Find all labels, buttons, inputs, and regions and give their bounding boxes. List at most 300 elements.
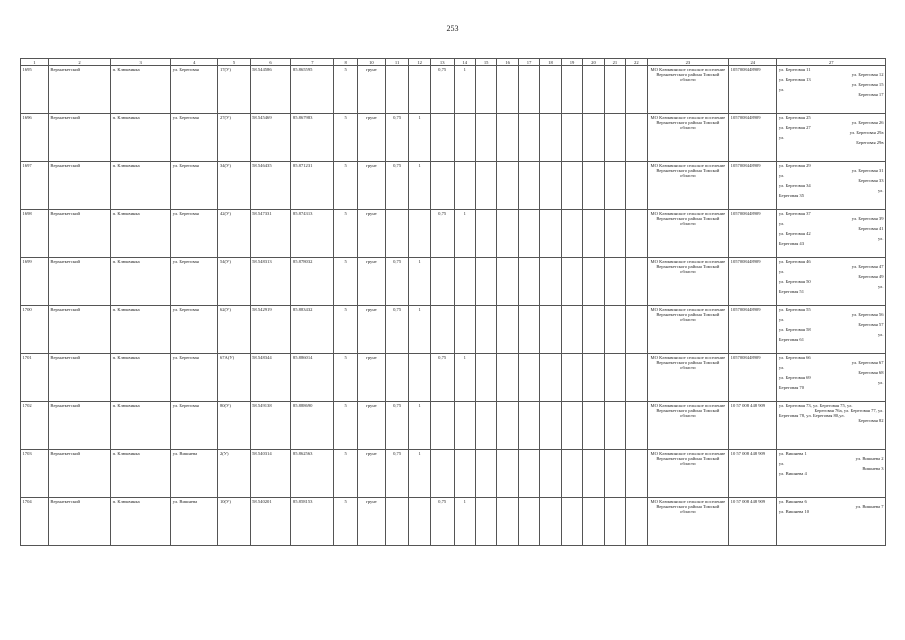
column-11-cell bbox=[385, 66, 409, 114]
address-line: ул. Береговая 67 bbox=[851, 359, 884, 365]
row-number: 1695 bbox=[21, 66, 49, 114]
address-line: Береговая 17 bbox=[858, 91, 884, 97]
ogrn-cell: 1057008448909 bbox=[729, 306, 777, 354]
served-addresses-cell bbox=[777, 354, 886, 402]
street-cell: ул. Береговая bbox=[171, 306, 218, 354]
empty-cell bbox=[626, 66, 647, 114]
column-header: 13 bbox=[430, 59, 454, 66]
ogrn-cell: 1057008448909 bbox=[729, 66, 777, 114]
row-number: 1698 bbox=[21, 210, 49, 258]
column-12-cell: 1 bbox=[409, 306, 430, 354]
settlement-cell: п. Клюквинка bbox=[111, 162, 171, 210]
column-14-cell bbox=[454, 258, 475, 306]
column-8-cell: 5 bbox=[334, 306, 358, 354]
settlement-cell: п. Клюквинка bbox=[111, 66, 171, 114]
empty-cell bbox=[561, 354, 582, 402]
empty-cell bbox=[518, 450, 539, 498]
empty-cell bbox=[561, 306, 582, 354]
address-line: ул. bbox=[778, 86, 785, 92]
empty-cell bbox=[540, 66, 561, 114]
owner-org-cell: МО Клюквинское сельское поселение Верхнекетского района Томской области bbox=[647, 114, 729, 162]
address-line: ул. bbox=[778, 220, 785, 226]
column-12-cell: 1 bbox=[409, 114, 430, 162]
empty-cell bbox=[561, 258, 582, 306]
row-number: 1703 bbox=[21, 450, 49, 498]
column-13-cell: 0,75 bbox=[430, 354, 454, 402]
empty-cell bbox=[540, 498, 561, 546]
empty-cell bbox=[497, 258, 518, 306]
empty-cell bbox=[475, 114, 496, 162]
column-12-cell bbox=[409, 354, 430, 402]
table-row bbox=[21, 258, 886, 306]
address-line: ул. Береговая 42 bbox=[778, 230, 811, 236]
address-line: ул. bbox=[877, 283, 884, 289]
latitude-cell: 58.544586 bbox=[250, 66, 291, 114]
column-14-cell: 1 bbox=[454, 66, 475, 114]
owner-org-cell: МО Клюквинское сельское поселение Верхнекетского района Томской области bbox=[647, 306, 729, 354]
empty-cell bbox=[561, 402, 582, 450]
empty-cell bbox=[497, 210, 518, 258]
address-line: ул. Береговая 39 bbox=[851, 215, 884, 221]
settlement-cell: п. Клюквинка bbox=[111, 114, 171, 162]
empty-cell bbox=[475, 306, 496, 354]
empty-cell bbox=[475, 498, 496, 546]
column-12-cell: 1 bbox=[409, 450, 430, 498]
address-line: ул. Береговая 56 bbox=[851, 311, 884, 317]
column-header: 17 bbox=[518, 59, 539, 66]
column-12-cell: 1 bbox=[409, 402, 430, 450]
column-header: 23 bbox=[647, 59, 729, 66]
column-11-cell: 0,75 bbox=[385, 450, 409, 498]
empty-cell bbox=[518, 402, 539, 450]
empty-cell bbox=[583, 66, 604, 114]
latitude-cell: 58.545469 bbox=[250, 114, 291, 162]
empty-cell bbox=[626, 306, 647, 354]
address-line: ул. Береговая 29а bbox=[849, 129, 884, 135]
empty-cell bbox=[518, 114, 539, 162]
empty-cell bbox=[583, 114, 604, 162]
address-line: ул. bbox=[778, 364, 785, 370]
empty-cell bbox=[583, 306, 604, 354]
empty-cell bbox=[626, 210, 647, 258]
column-14-cell bbox=[454, 450, 475, 498]
surface-cell: грунт bbox=[357, 210, 385, 258]
column-header: 3 bbox=[111, 59, 171, 66]
table-row bbox=[21, 354, 886, 402]
column-13-cell bbox=[430, 402, 454, 450]
column-header: 19 bbox=[561, 59, 582, 66]
address-line: ул. Вишнева 2 bbox=[855, 455, 884, 461]
column-13-cell bbox=[430, 306, 454, 354]
empty-cell bbox=[475, 210, 496, 258]
empty-cell bbox=[561, 450, 582, 498]
empty-cell bbox=[540, 306, 561, 354]
column-12-cell: 1 bbox=[409, 162, 430, 210]
table-row bbox=[21, 306, 886, 354]
street-cell: ул. Береговая bbox=[171, 402, 218, 450]
empty-cell bbox=[561, 162, 582, 210]
owner-org-cell: МО Клюквинское сельское поселение Верхнекетского района Томской области bbox=[647, 162, 729, 210]
empty-cell bbox=[540, 162, 561, 210]
address-line: ул. Вишнева 4 bbox=[778, 470, 807, 476]
address-line: ул. Береговая 69 bbox=[778, 374, 811, 380]
district-cell: Верхнекетский bbox=[48, 66, 110, 114]
ogrn-cell: 1057008448909 bbox=[729, 162, 777, 210]
owner-org-cell: МО Клюквинское сельское поселение Верхнекетского района Томской области bbox=[647, 498, 729, 546]
street-cell: ул. Береговая bbox=[171, 66, 218, 114]
owner-org-cell: МО Клюквинское сельское поселение Верхнекетского района Томской области bbox=[647, 66, 729, 114]
empty-cell bbox=[518, 498, 539, 546]
address-line: ул. Вишнева 6 bbox=[778, 498, 807, 504]
longitude-cell: 85.862563 bbox=[291, 450, 334, 498]
settlement-cell: п. Клюквинка bbox=[111, 450, 171, 498]
district-cell: Верхнекетский bbox=[48, 306, 110, 354]
empty-cell bbox=[497, 66, 518, 114]
empty-cell bbox=[604, 66, 625, 114]
empty-cell bbox=[540, 450, 561, 498]
address-line: Береговая 76а, ул. Береговая 77, ул. bbox=[814, 407, 884, 413]
street-cell: ул. Вишнева bbox=[171, 450, 218, 498]
ogrn-cell: 10 57 008 448 909 bbox=[729, 450, 777, 498]
column-14-cell: 1 bbox=[454, 498, 475, 546]
column-header: 10 bbox=[357, 59, 385, 66]
table-row bbox=[21, 210, 886, 258]
surface-cell: грунт bbox=[357, 114, 385, 162]
address-line: ул. Береговая 66 bbox=[778, 354, 811, 360]
address-line: ул. bbox=[778, 460, 785, 466]
empty-cell bbox=[604, 450, 625, 498]
house-number-cell: 80(У) bbox=[218, 402, 250, 450]
column-header: 16 bbox=[497, 59, 518, 66]
settlement-cell: п. Клюквинка bbox=[111, 306, 171, 354]
empty-cell bbox=[497, 498, 518, 546]
column-header: 4 bbox=[171, 59, 218, 66]
table-body bbox=[21, 59, 886, 546]
empty-cell bbox=[583, 354, 604, 402]
column-13-cell bbox=[430, 162, 454, 210]
empty-cell bbox=[475, 258, 496, 306]
column-8-cell: 5 bbox=[334, 66, 358, 114]
column-11-cell: 0,75 bbox=[385, 162, 409, 210]
surface-cell: грунт bbox=[357, 162, 385, 210]
row-number: 1702 bbox=[21, 402, 49, 450]
house-number-cell: 42(У) bbox=[218, 210, 250, 258]
empty-cell bbox=[561, 66, 582, 114]
latitude-cell: 58.548344 bbox=[250, 354, 291, 402]
address-line: ул. Береговая 47 bbox=[851, 263, 884, 269]
address-line: ул. bbox=[778, 134, 785, 140]
empty-cell bbox=[604, 402, 625, 450]
ogrn-cell: 1057008448909 bbox=[729, 114, 777, 162]
empty-cell bbox=[583, 402, 604, 450]
address-line: ул. Береговая 25 bbox=[778, 114, 811, 120]
column-11-cell: 0,75 bbox=[385, 306, 409, 354]
longitude-cell: 85.865595 bbox=[291, 66, 334, 114]
row-number: 1704 bbox=[21, 498, 49, 546]
column-12-cell bbox=[409, 66, 430, 114]
column-header: 8 bbox=[334, 59, 358, 66]
address-line: ул. Береговая 34 bbox=[778, 182, 811, 188]
latitude-cell: 58.542919 bbox=[250, 306, 291, 354]
table-row bbox=[21, 450, 886, 498]
address-line: ул. Вишнева 1 bbox=[778, 450, 807, 456]
row-number: 1701 bbox=[21, 354, 49, 402]
address-line: ул. Береговая 12 bbox=[851, 71, 884, 77]
empty-cell bbox=[604, 258, 625, 306]
district-cell: Верхнекетский bbox=[48, 498, 110, 546]
column-11-cell: 0,75 bbox=[385, 258, 409, 306]
served-addresses-cell bbox=[777, 402, 886, 450]
address-line: Береговая 61 bbox=[778, 336, 805, 342]
address-line: Береговая 41 bbox=[858, 225, 884, 231]
empty-cell bbox=[540, 258, 561, 306]
column-14-cell: 1 bbox=[454, 354, 475, 402]
ogrn-cell: 1057008448909 bbox=[729, 210, 777, 258]
column-header: 18 bbox=[540, 59, 561, 66]
served-addresses-cell bbox=[777, 498, 886, 546]
column-header: 22 bbox=[626, 59, 647, 66]
table-row bbox=[21, 66, 886, 114]
column-header: 27 bbox=[777, 59, 886, 66]
table-row bbox=[21, 114, 886, 162]
empty-cell bbox=[604, 162, 625, 210]
column-14-cell bbox=[454, 402, 475, 450]
longitude-cell: 85.871231 bbox=[291, 162, 334, 210]
column-11-cell bbox=[385, 210, 409, 258]
address-line: ул. Береговая 46 bbox=[778, 258, 811, 264]
column-13-cell: 0,75 bbox=[430, 498, 454, 546]
settlement-cell: п. Клюквинка bbox=[111, 402, 171, 450]
empty-cell bbox=[561, 114, 582, 162]
empty-cell bbox=[583, 210, 604, 258]
district-cell: Верхнекетский bbox=[48, 210, 110, 258]
owner-org-cell: МО Клюквинское сельское поселение Верхнекетского района Томской области bbox=[647, 258, 729, 306]
latitude-cell: 58.546435 bbox=[250, 162, 291, 210]
empty-cell bbox=[561, 498, 582, 546]
empty-cell bbox=[583, 162, 604, 210]
street-cell: ул. Береговая bbox=[171, 114, 218, 162]
empty-cell bbox=[497, 402, 518, 450]
latitude-cell: 58.548313 bbox=[250, 258, 291, 306]
row-number: 1696 bbox=[21, 114, 49, 162]
surface-cell: грунт bbox=[357, 258, 385, 306]
longitude-cell: 85.888690 bbox=[291, 402, 334, 450]
empty-cell bbox=[497, 354, 518, 402]
address-line: Береговая 29в bbox=[856, 139, 884, 145]
empty-cell bbox=[583, 258, 604, 306]
empty-cell bbox=[540, 354, 561, 402]
column-8-cell: 5 bbox=[334, 114, 358, 162]
column-13-cell: 0,75 bbox=[430, 66, 454, 114]
address-line: Вишнева 3 bbox=[862, 465, 884, 471]
latitude-cell: 58.547331 bbox=[250, 210, 291, 258]
address-line: ул. Береговая 37 bbox=[778, 210, 811, 216]
house-number-cell: 17(У) bbox=[218, 66, 250, 114]
district-cell: Верхнекетский bbox=[48, 258, 110, 306]
latitude-cell: 58.540314 bbox=[250, 450, 291, 498]
empty-cell bbox=[604, 114, 625, 162]
latitude-cell: 58.540201 bbox=[250, 498, 291, 546]
address-line: ул. bbox=[877, 331, 884, 337]
empty-cell bbox=[475, 66, 496, 114]
district-cell: Верхнекетский bbox=[48, 114, 110, 162]
empty-cell bbox=[497, 450, 518, 498]
address-line: ул. bbox=[778, 268, 785, 274]
column-header: 14 bbox=[454, 59, 475, 66]
address-line: Береговая 78, ул. Береговая 80,ул. bbox=[778, 412, 845, 418]
longitude-cell: 85.867983 bbox=[291, 114, 334, 162]
address-line: ул. bbox=[877, 379, 884, 385]
column-8-cell: 5 bbox=[334, 162, 358, 210]
empty-cell bbox=[604, 210, 625, 258]
surface-cell: грунт bbox=[357, 450, 385, 498]
address-line: ул. Береговая 27 bbox=[778, 124, 811, 130]
address-line: ул. Береговая 29 bbox=[778, 162, 811, 168]
latitude-cell: 58.549138 bbox=[250, 402, 291, 450]
empty-cell bbox=[497, 306, 518, 354]
column-12-cell: 1 bbox=[409, 258, 430, 306]
column-14-cell: 1 bbox=[454, 210, 475, 258]
empty-cell bbox=[540, 210, 561, 258]
address-line: ул. bbox=[877, 235, 884, 241]
column-8-cell: 5 bbox=[334, 258, 358, 306]
house-number-cell: 34(У) bbox=[218, 162, 250, 210]
empty-cell bbox=[604, 498, 625, 546]
empty-cell bbox=[518, 258, 539, 306]
address-line: ул. Береговая 13 bbox=[778, 76, 811, 82]
house-number-cell: 27(У) bbox=[218, 114, 250, 162]
street-cell: ул. Береговая bbox=[171, 210, 218, 258]
table-row bbox=[21, 402, 886, 450]
address-line: ул. Береговая 58 bbox=[778, 326, 811, 332]
address-line: Береговая 57 bbox=[858, 321, 884, 327]
address-line: ул. bbox=[778, 172, 785, 178]
address-line: ул. bbox=[778, 316, 785, 322]
served-addresses-cell bbox=[777, 210, 886, 258]
column-11-cell bbox=[385, 354, 409, 402]
column-8-cell: 5 bbox=[334, 210, 358, 258]
district-cell: Верхнекетский bbox=[48, 402, 110, 450]
surface-cell: грунт bbox=[357, 498, 385, 546]
column-8-cell: 5 bbox=[334, 498, 358, 546]
column-header: 5 bbox=[218, 59, 250, 66]
empty-cell bbox=[475, 354, 496, 402]
served-addresses-cell bbox=[777, 258, 886, 306]
column-11-cell: 0,75 bbox=[385, 114, 409, 162]
empty-cell bbox=[475, 162, 496, 210]
empty-cell bbox=[518, 354, 539, 402]
district-cell: Верхнекетский bbox=[48, 450, 110, 498]
house-number-cell: 2(У) bbox=[218, 450, 250, 498]
column-11-cell: 0,75 bbox=[385, 402, 409, 450]
column-header: 6 bbox=[250, 59, 291, 66]
street-cell: ул. Вишнева bbox=[171, 498, 218, 546]
column-8-cell: 5 bbox=[334, 450, 358, 498]
empty-cell bbox=[518, 162, 539, 210]
column-header: 1 bbox=[21, 59, 49, 66]
table-row bbox=[21, 162, 886, 210]
served-addresses-cell bbox=[777, 114, 886, 162]
address-line: Береговая 43 bbox=[778, 240, 805, 246]
column-header: 2 bbox=[48, 59, 110, 66]
longitude-cell: 85.883432 bbox=[291, 306, 334, 354]
street-cell: ул. Береговая bbox=[171, 258, 218, 306]
served-addresses-cell bbox=[777, 66, 886, 114]
row-number: 1699 bbox=[21, 258, 49, 306]
owner-org-cell: МО Клюквинское сельское поселение Верхнекетского района Томской области bbox=[647, 450, 729, 498]
served-addresses-cell bbox=[777, 450, 886, 498]
street-cell: ул. Береговая bbox=[171, 162, 218, 210]
ogrn-cell: 10 57 008 448 909 bbox=[729, 498, 777, 546]
column-13-cell bbox=[430, 258, 454, 306]
settlement-cell: п. Клюквинка bbox=[111, 498, 171, 546]
surface-cell: грунт bbox=[357, 306, 385, 354]
district-cell: Верхнекетский bbox=[48, 162, 110, 210]
longitude-cell: 85.874313 bbox=[291, 210, 334, 258]
column-header: 7 bbox=[291, 59, 334, 66]
empty-cell bbox=[626, 450, 647, 498]
house-number-cell: 10(У) bbox=[218, 498, 250, 546]
longitude-cell: 85.886014 bbox=[291, 354, 334, 402]
street-cell: ул. Береговая bbox=[171, 354, 218, 402]
empty-cell bbox=[540, 402, 561, 450]
column-header: 20 bbox=[583, 59, 604, 66]
empty-cell bbox=[604, 306, 625, 354]
empty-cell bbox=[583, 498, 604, 546]
column-12-cell bbox=[409, 498, 430, 546]
column-header: 21 bbox=[604, 59, 625, 66]
served-addresses-cell bbox=[777, 306, 886, 354]
empty-cell bbox=[540, 114, 561, 162]
surface-cell: грунт bbox=[357, 354, 385, 402]
address-line: Береговая 68 bbox=[858, 369, 884, 375]
settlement-cell: п. Клюквинка bbox=[111, 258, 171, 306]
address-line: Береговая 51 bbox=[778, 288, 805, 294]
page-number: 253 bbox=[446, 24, 459, 33]
column-14-cell bbox=[454, 162, 475, 210]
address-line: ул. Вишнева 7 bbox=[855, 503, 884, 509]
column-14-cell bbox=[454, 306, 475, 354]
surface-cell: грунт bbox=[357, 402, 385, 450]
address-line: ул. Береговая 73, ул. Береговая 75, ул. bbox=[778, 402, 853, 408]
address-line: ул. Береговая 11 bbox=[778, 66, 811, 72]
address-line: ул. Береговая 15 bbox=[851, 81, 884, 87]
address-line: ул. bbox=[877, 187, 884, 193]
owner-org-cell: МО Клюквинское сельское поселение Верхнекетского района Томской области bbox=[647, 354, 729, 402]
column-11-cell bbox=[385, 498, 409, 546]
address-line: Береговая 70 bbox=[778, 384, 805, 390]
house-number-cell: 62(У) bbox=[218, 306, 250, 354]
empty-cell bbox=[626, 114, 647, 162]
district-cell: Верхнекетский bbox=[48, 354, 110, 402]
address-line: ул. Вишнева 10 bbox=[778, 508, 810, 514]
empty-cell bbox=[626, 402, 647, 450]
empty-cell bbox=[626, 498, 647, 546]
empty-cell bbox=[583, 450, 604, 498]
empty-cell bbox=[475, 402, 496, 450]
column-8-cell: 5 bbox=[334, 354, 358, 402]
empty-cell bbox=[497, 114, 518, 162]
house-number-cell: 67А(У) bbox=[218, 354, 250, 402]
empty-cell bbox=[518, 210, 539, 258]
empty-cell bbox=[497, 162, 518, 210]
column-header: 24 bbox=[729, 59, 777, 66]
empty-cell bbox=[626, 354, 647, 402]
empty-cell bbox=[518, 66, 539, 114]
column-13-cell bbox=[430, 114, 454, 162]
column-12-cell bbox=[409, 210, 430, 258]
column-14-cell bbox=[454, 114, 475, 162]
